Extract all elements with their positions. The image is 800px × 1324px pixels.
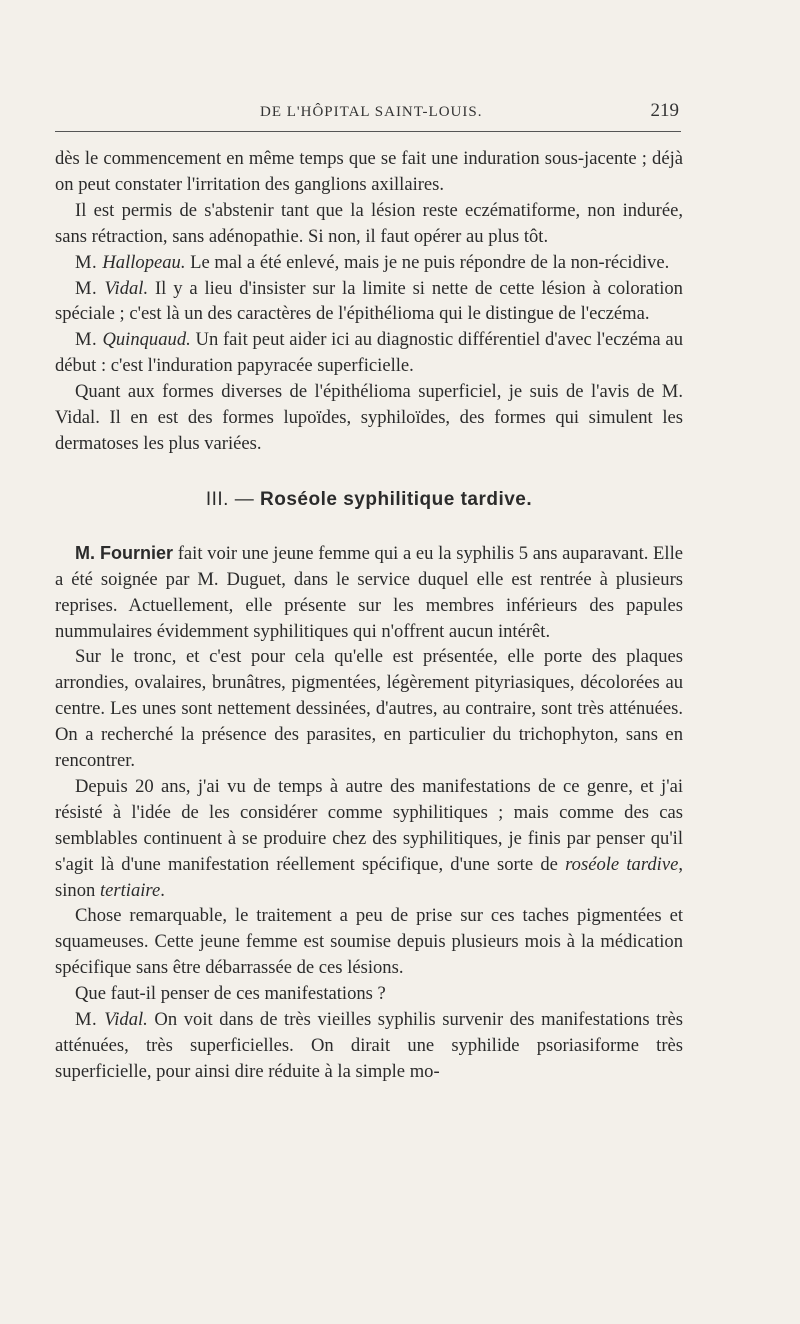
speech-text: fait voir une jeune femme qui a eu la syphilis 5 ans auparavant. Elle a été soignée par M. Duguet, dans le service duquel elle est rentrée à plusieurs reprises. Actuellement, elle présente sur les membres inférieurs des papules nummulaires évidemment syphilitiques qui n'offrent aucun intérêt. — [55, 542, 683, 642]
paragraph-vidal — [55, 1007, 683, 1085]
section-title: Roséole syphilitique tardive. — [260, 488, 533, 510]
speaker-name: Hallopeau. — [102, 251, 186, 273]
emphasis: roséole tardive — [565, 853, 679, 875]
paragraph: Chose remarquable, le traitement a peu de prise sur ces taches pigmentées et squameuses. Cette jeune femme est soumise depuis plusieurs mois à la médication spécifique sans être débarrassée de ces lésions. — [55, 905, 683, 979]
paragraph: Quant aux formes diverses de l'épithélioma superficiel, je suis de l'avis de M. Vidal. Il en est des formes lupoïdes, syphiloïdes, des formes qui simulent les dermatoses les plus variées. — [55, 381, 683, 454]
speaker-prefix: M. — [75, 251, 103, 273]
paragraph-quinquaud — [55, 327, 683, 379]
speaker-name: M. Fournier — [75, 542, 174, 563]
speech-text: Il y a lieu d'insister sur la limite si nette de cette lésion à coloration spéciale ; c'est là un des caractères de l'épithélioma qui le distingue de l'eczéma. — [55, 277, 683, 325]
speaker-name: Quinquaud. — [102, 329, 191, 351]
text-run: Depuis 20 ans, j'ai vu de temps à autre des manifestations de ce genre, et j'ai résisté à l'idée de les considérer comme syphilitiques ; mais comme des cas semblables continuent à se produire chez des syphilitiques, je finis par penser qu'il s'agit là d'une manifestation réellement spécifique, d'une sorte de — [55, 775, 683, 875]
speaker-prefix: M. — [75, 329, 103, 351]
paragraph-hallopeau — [55, 250, 683, 276]
section-number: III. — — [205, 488, 261, 510]
text-run: . — [160, 879, 165, 901]
speech-text: Un fait peut aider ici au diagnostic différentiel d'avec l'eczéma au début : c'est l'induration papyracée superficielle. — [55, 329, 683, 377]
section-heading — [55, 487, 683, 513]
speech-text: On voit dans de très vieilles syphilis survenir des manifestations très atténuées, très superficielles. On dirait une syphilide psoriasiforme très superficielle, pour ainsi dire réduite à la simple mo- — [55, 1009, 683, 1082]
paragraph: Que faut-il penser de ces manifestations ? — [75, 983, 386, 1005]
running-title: DE L'HÔPITAL SAINT-LOUIS. — [260, 104, 483, 120]
text-run: , sinon — [55, 853, 683, 901]
paragraph-vidal — [55, 276, 683, 328]
paragraph: Sur le tronc, et c'est pour cela qu'elle est présentée, elle porte des plaques arrondies, ovalaires, brunâtres, pigmentées, légèrement pityriasiques, décolorées au centre. Les unes sont nettement dessinées, d'autres, au contraire, sont très atténuées. On a recherché la présence des parasites, en particulier du trichophyton, sans en rencontrer. — [55, 646, 683, 772]
emphasis: tertiaire — [99, 879, 161, 901]
header-rule — [55, 131, 681, 132]
speech-text: Le mal a été enlevé, mais je ne puis répondre de la non-récidive. — [185, 251, 670, 273]
paragraph-fournier — [55, 541, 683, 645]
paragraph — [55, 774, 683, 904]
speaker-prefix: M. — [75, 1009, 105, 1031]
speaker-prefix: M. — [75, 277, 105, 299]
paragraph: dès le commencement en même temps que se fait une induration sous-jacente ; déjà on peut constater l'irritation des ganglions axillaires. — [55, 148, 683, 195]
speaker-name: Vidal. — [104, 1009, 148, 1031]
page-number: 219 — [650, 100, 679, 121]
body-text — [55, 146, 683, 1085]
page-header — [55, 98, 685, 128]
paragraph: Il est permis de s'abstenir tant que la lésion reste eczématiforme, non indurée, sans rétraction, sans adénopathie. Si non, il faut opérer au plus tôt. — [55, 199, 683, 247]
speaker-name: Vidal. — [104, 277, 149, 299]
